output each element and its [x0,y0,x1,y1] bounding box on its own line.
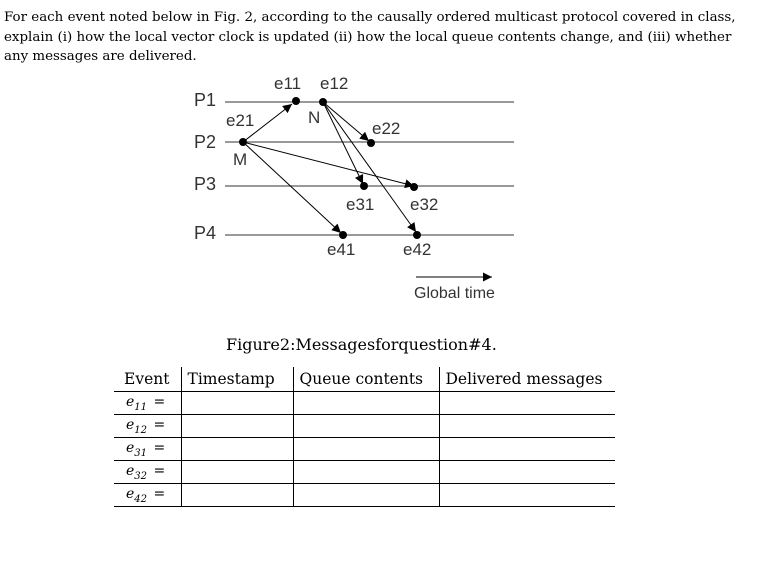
message-e21-to-e41 [243,142,341,233]
answer-table [114,367,615,507]
event-dot-e32 [410,183,418,191]
table-row [114,461,615,484]
queue-contents-cell[interactable] [293,415,439,438]
question-line-3: any messages are delivered. [4,49,197,64]
timestamp-cell[interactable] [181,415,293,438]
header-event: Event [114,367,181,392]
event-dot-e21 [239,138,247,146]
label-e22: e22 [372,119,401,138]
label-p2: P2 [194,132,217,152]
queue-contents-cell[interactable] [293,392,439,415]
label-e21: e21 [226,111,255,130]
timestamp-cell[interactable] [181,438,293,461]
event-subscript: 31 [134,447,148,459]
event-dot-e42 [413,231,421,239]
label-e11: e11 [274,74,302,93]
event-symbol: e [126,416,135,433]
header-delivered-messages: Delivered messages [439,367,615,392]
event-cell [114,484,181,507]
label-message-m: M [233,150,248,169]
delivered-messages-cell[interactable] [439,461,615,484]
label-p3: P3 [194,174,217,194]
label-e42: e42 [403,240,432,259]
equals-sign: = [153,462,166,479]
label-e12: e12 [320,74,349,93]
message-e12-to-e22 [323,102,369,141]
timestamp-cell[interactable] [181,461,293,484]
message-e21-to-e32 [243,142,414,186]
event-symbol: e [126,485,135,502]
event-subscript: 12 [134,424,148,436]
table-row [114,415,615,438]
event-subscript: 32 [134,470,148,482]
event-subscript: 42 [134,493,148,505]
queue-contents-cell[interactable] [293,438,439,461]
message-e12-to-e31 [323,102,363,184]
queue-contents-cell[interactable] [293,484,439,507]
event-cell [114,461,181,484]
delivered-messages-cell[interactable] [439,415,615,438]
table-header-row [114,367,615,392]
label-message-n: N [308,108,321,127]
timestamp-cell[interactable] [181,392,293,415]
table-row [114,438,615,461]
header-queue-contents: Queue contents [293,367,439,392]
event-dot-e41 [339,231,347,239]
event-dot-e11 [292,97,300,105]
label-e41: e41 [327,240,356,259]
event-dot-e12 [319,98,327,106]
queue-contents-cell[interactable] [293,461,439,484]
event-cell [114,438,181,461]
event-dot-e22 [367,139,375,147]
question-line-1: For each event noted below in Fig. 2, according to the causally ordered multicast protocol covered in class, [4,10,736,25]
equals-sign: = [153,439,166,456]
header-timestamp: Timestamp [181,367,293,392]
table-row [114,392,615,415]
event-symbol: e [126,439,135,456]
delivered-messages-cell[interactable] [439,392,615,415]
question-line-2: explain (i) how the local vector clock is updated (ii) how the local queue contents change, and (iii) whether [4,29,732,45]
event-symbol: e [126,393,135,410]
event-cell [114,415,181,438]
timestamp-cell[interactable] [181,484,293,507]
event-dot-e31 [360,182,368,190]
figure-caption: Figure2:Messagesforquestion#4. [226,335,497,354]
equals-sign: = [153,393,166,410]
event-symbol: e [126,462,135,479]
label-p1: P1 [194,90,217,110]
event-cell [114,392,181,415]
delivered-messages-cell[interactable] [439,484,615,507]
label-e31: e31 [346,195,375,214]
equals-sign: = [153,416,166,433]
table-row [114,484,615,507]
label-p4: P4 [194,223,217,243]
equals-sign: = [153,485,166,502]
label-global-time: Global time [414,285,495,302]
label-e32: e32 [410,195,439,214]
delivered-messages-cell[interactable] [439,438,615,461]
event-subscript: 11 [134,401,148,413]
